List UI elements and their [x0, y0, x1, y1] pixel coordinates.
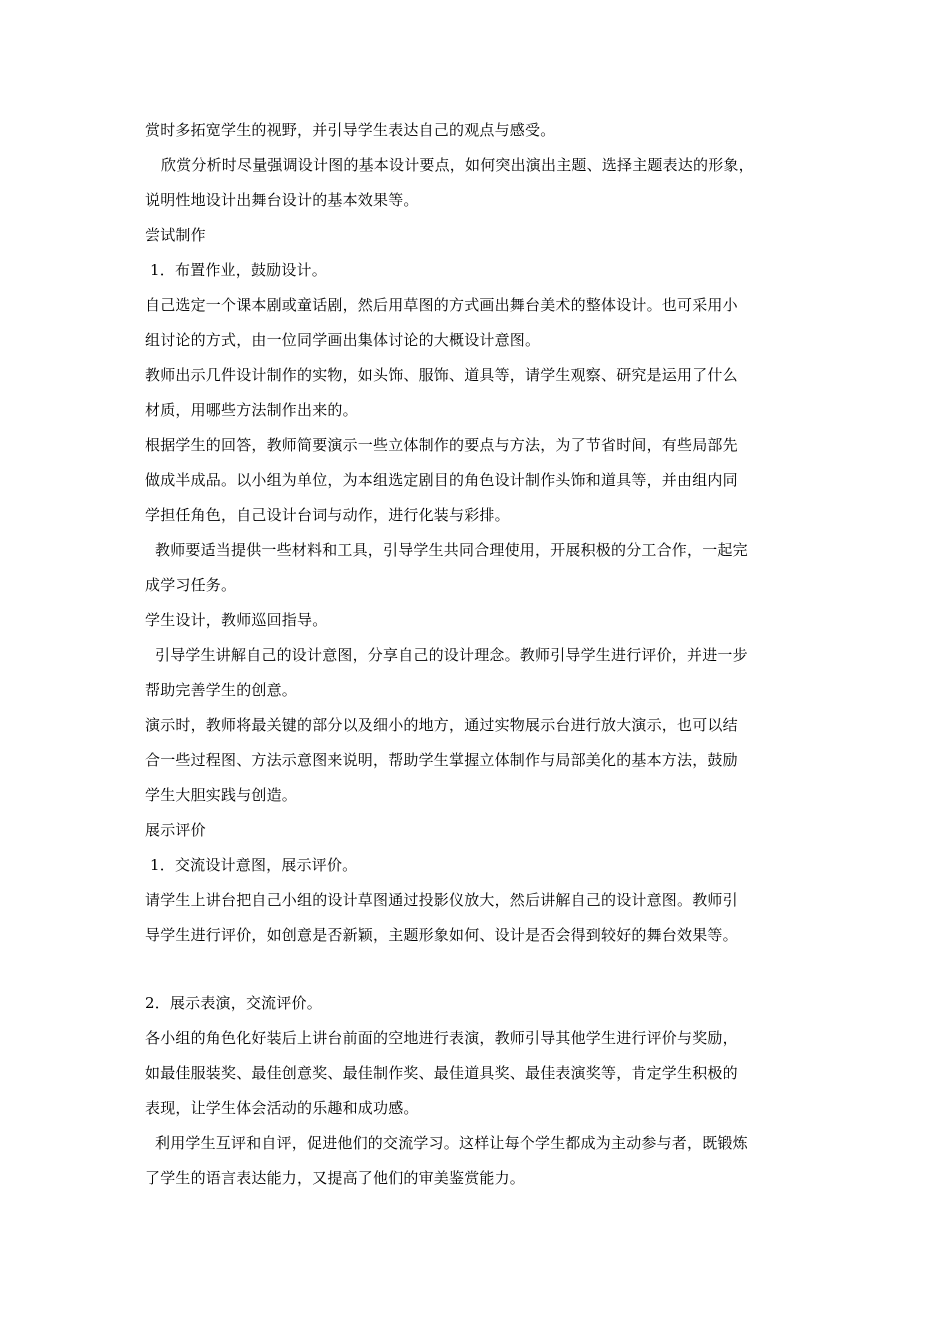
paragraph-line: 利用学生互评和自评，促进他们的交流学习。这样让每个学生都成为主动参与者，既锻炼: [155, 1134, 748, 1152]
paragraph-line: 说明性地设计出舞台设计的基本效果等。: [145, 191, 419, 209]
paragraph-line: 教师要适当提供一些材料和工具，引导学生共同合理使用，开展积极的分工合作，一起完: [155, 541, 748, 559]
paragraph-line: 做成半成品。以小组为单位，为本组选定剧目的角色设计制作头饰和道具等，并由组内同: [145, 471, 738, 489]
paragraph-line: 请学生上讲台把自己小组的设计草图通过投影仪放大，然后讲解自己的设计意图。教师引: [145, 891, 738, 909]
paragraph-line: 表现，让学生体会活动的乐趣和成功感。: [145, 1099, 419, 1117]
document-body: [145, 113, 815, 1196]
paragraph-line: 如最佳服装奖、最佳创意奖、最佳制作奖、最佳道具奖、最佳表演奖等，肯定学生积极的: [145, 1064, 738, 1082]
list-item: 1．布置作业，鼓励设计。: [150, 261, 327, 279]
paragraph-line: 帮助完善学生的创意。: [145, 681, 298, 699]
paragraph-line: 根据学生的回答，教师简要演示一些立体制作的要点与方法，为了节省时间，有些局部先: [145, 436, 738, 454]
paragraph-line: 教师出示几件设计制作的实物，如头饰、服饰、道具等，请学生观察、研究是运用了什么: [145, 366, 738, 384]
paragraph-line: 引导学生讲解自己的设计意图，分享自己的设计理念。教师引导学生进行评价，并进一步: [155, 646, 748, 664]
paragraph-line: 演示时，教师将最关键的部分以及细小的地方，通过实物展示台进行放大演示，也可以结: [145, 716, 738, 734]
paragraph-line: 了学生的语言表达能力，又提高了他们的审美鉴赏能力。: [145, 1169, 526, 1187]
paragraph-line: 材质，用哪些方法制作出来的。: [145, 401, 358, 419]
paragraph-line: 导学生进行评价，如创意是否新颖，主题形象如何、设计是否会得到较好的舞台效果等。: [145, 926, 738, 944]
paragraph-line: 各小组的角色化好装后上讲台前面的空地进行表演，教师引导其他学生进行评价与奖励，: [145, 1029, 738, 1047]
paragraph-line: 成学习任务。: [145, 576, 237, 594]
paragraph-line: 学生大胆实践与创造。: [145, 786, 298, 804]
paragraph-line: 欣赏分析时尽量强调设计图的基本设计要点，如何突出演出主题、选择主题表达的形象，: [161, 156, 754, 174]
section-heading: 展示评价: [145, 821, 206, 839]
paragraph-line: 自己选定一个课本剧或童话剧，然后用草图的方式画出舞台美术的整体设计。也可采用小: [145, 296, 738, 314]
blank-line: [145, 953, 815, 986]
paragraph-line: 学生设计，教师巡回指导。: [145, 611, 328, 629]
list-item: 2．展示表演，交流评价。: [145, 994, 322, 1012]
paragraph-line: 组讨论的方式，由一位同学画出集体讨论的大概设计意图。: [145, 331, 541, 349]
section-heading: 尝试制作: [145, 226, 206, 244]
paragraph-line: 学担任角色，自己设计台词与动作，进行化装与彩排。: [145, 506, 510, 524]
list-item: 1．交流设计意图，展示评价。: [150, 856, 358, 874]
paragraph-line: 合一些过程图、方法示意图来说明，帮助学生掌握立体制作与局部美化的基本方法，鼓励: [145, 751, 738, 769]
paragraph-line: 赏时多拓宽学生的视野，并引导学生表达自己的观点与感受。: [145, 121, 556, 139]
